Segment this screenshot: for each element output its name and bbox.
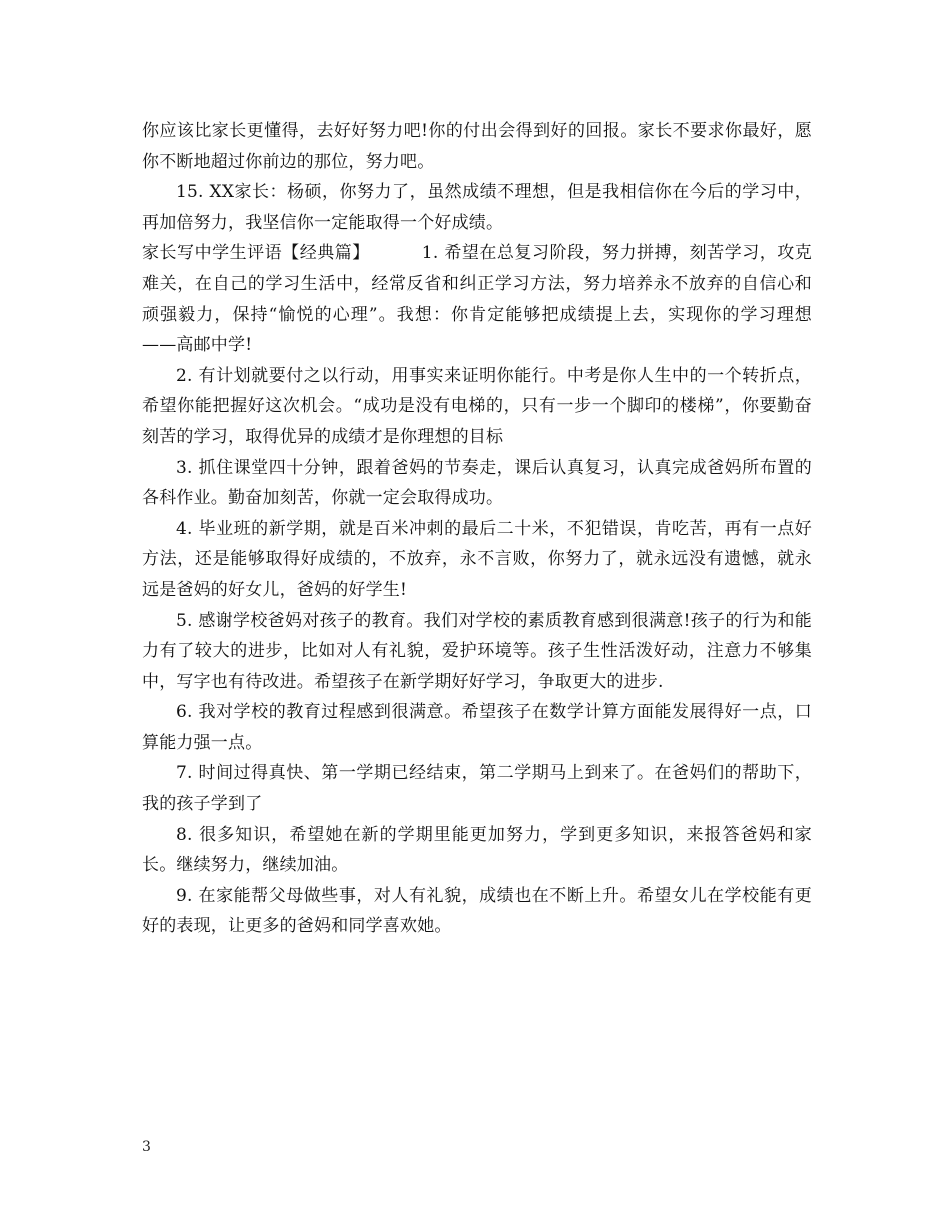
section-item-3: 3. 抓住课堂四十分钟，跟着爸妈的节奏走，课后认真复习，认真完成爸妈所布置的各科作业。勤奋加刻苦，你就一定会取得成功。 [142, 457, 812, 509]
page-number: 3 [142, 1139, 151, 1155]
section-item-1: 1. 希望在总复习阶段，努力拼搏，刻苦学习，攻克难关，在自己的学习生活中，经常反省和纠正学习方法，努力培养永不放弃的自信心和顽强毅力，保持“愉悦的心理”。我想：你肯定能够把成绩提上去，实现你的学习理想——高邮中学! [142, 243, 812, 356]
section-item-2: 2. 有计划就要付之以行动，用事实来证明你能行。中考是你人生中的一个转折点，希望你能把握好这次机会。“成功是没有电梯的，只有一步一个脚印的楼梯”，你要勤奋刻苦的学习，取得优异的成绩才是你理想的目标 [142, 365, 812, 447]
section-paragraph [142, 238, 812, 360]
document-body [142, 116, 812, 942]
section-heading: 家长写中学生评语【经典篇】 [142, 243, 370, 264]
section-item-7: 7. 时间过得真快、第一学期已经结束，第二学期马上到来了。在爸妈们的帮助下，我的孩子学到了 [142, 763, 812, 815]
paragraph-continuation: 你应该比家长更懂得，去好好努力吧!你的付出会得到好的回报。家长不要求你最好，愿你不断地超过你前边的那位，努力吧。 [142, 121, 812, 172]
section-item-9: 9. 在家能帮父母做些事，对人有礼貌，成绩也在不断上升。希望女儿在学校能有更好的表现，让更多的爸妈和同学喜欢她。 [142, 885, 812, 937]
section-item-8: 8. 很多知识，希望她在新的学期里能更加努力，学到更多知识，来报答爸妈和家长。继续努力，继续加油。 [142, 824, 812, 876]
section-item-6: 6. 我对学校的教育过程感到很满意。希望孩子在数学计算方面能发展得好一点，口算能力强一点。 [142, 702, 812, 753]
paragraph-item-15: 15. XX家长：杨硕，你努力了，虽然成绩不理想，但是我相信你在今后的学习中，再加倍努力，我坚信你一定能取得一个好成绩。 [142, 182, 812, 233]
section-item-4: 4. 毕业班的新学期，就是百米冲刺的最后二十米，不犯错误，肯吃苦，再有一点好方法，还是能够取得好成绩的，不放弃，永不言败，你努力了，就永远没有遗憾，就永远是爸妈的好女儿，爸妈的好学生! [142, 518, 812, 600]
section-item-5: 5. 感谢学校爸妈对孩子的教育。我们对学校的素质教育感到很满意!孩子的行为和能力有了较大的进步，比如对人有礼貌，爱护环境等。孩子生性活泼好动，注意力不够集中，写字也有待改进。希望孩子在新学期好好学习，争取更大的进步. [142, 610, 812, 692]
